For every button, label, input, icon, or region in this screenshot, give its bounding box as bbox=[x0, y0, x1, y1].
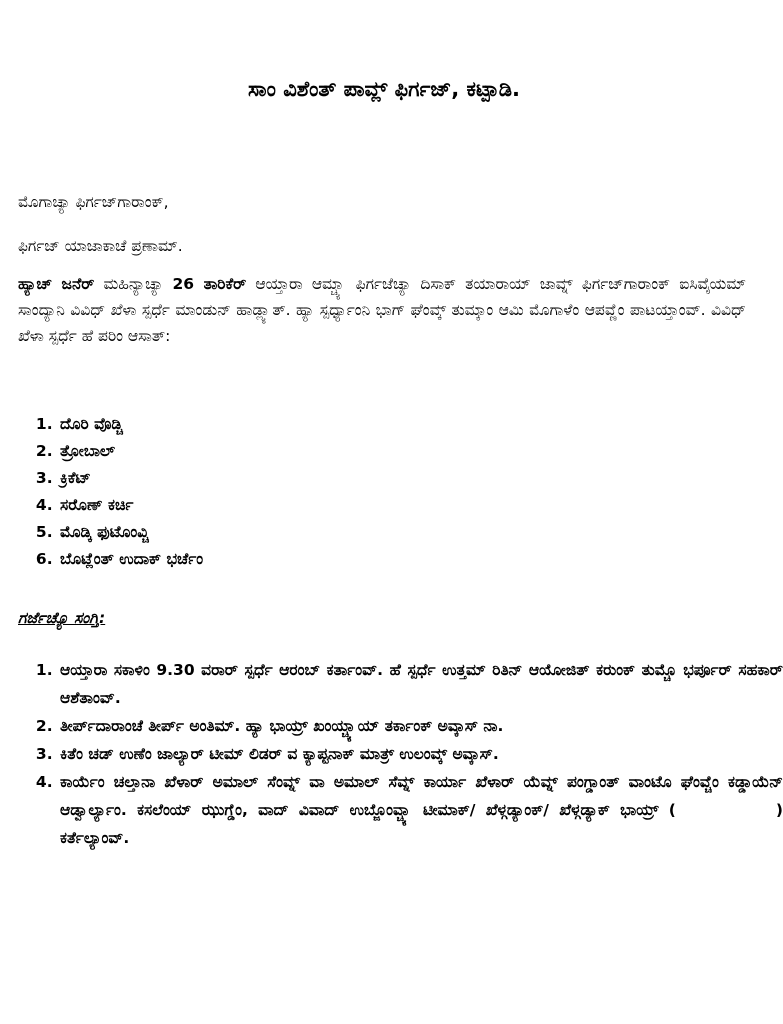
page-title: ಸಾಂ ವಿಶೆಂತ್ ಪಾವ್ಲ್ ಫಿರ್ಗಜ್, ಕಟ್ಪಾಡಿ. bbox=[248, 77, 520, 101]
rule-4-tail: ) ಕರ್ತೆಲ್ಯಾಂವ್. bbox=[60, 801, 783, 847]
list-item: 1. ದೊರಿ ವೊಡ್ಚಿ bbox=[58, 411, 778, 438]
list-item: 2. ತ್ರೋಬಾಲ್ bbox=[58, 438, 778, 465]
list-item bbox=[58, 768, 783, 852]
list-item: 3. ಕ್ರಿಕೆಟ್ bbox=[58, 465, 778, 492]
list-item: 3. ಕಿತೆಂ ಚಡ್ ಉಣೆಂ ಜಾಲ್ಯಾರ್ ಟೀಮ್ ಲಿಡರ್ ವ ಕ್ಯಾಪ್ಟನಾಕ್ ಮಾತ್ರ್ ಉಲಂವ್ಕ್ ಅವ್ಕಾಸ್. bbox=[58, 740, 783, 768]
intro-text-1: ಮಹಿನ್ಯಾಚ್ಯಾ bbox=[94, 275, 173, 293]
rules-list bbox=[18, 656, 783, 852]
rule-4-text: ಕಾರ್ಯೆಂ ಚಲ್ತಾನಾ ಖೆಳಾರ್ ಅಮಾಲ್ ಸೆಂವ್ನ್ ವಾ ಅಮಾಲ್ ಸೆವ್ನ್ ಕಾರ್ಯಾ ಖೆಳಾರ್ ಯೆವ್ನ್ ಪಂಗ್ಡಾಂತ್ ವಾಂಟೊ ಘೆಂವ್ಚೆಂ ಕಡ್ಡಾಯೆನ್ ಆಡ್ವಾರ್ಲ್ಯಾಂ. ಕಸಲೆಂಯ್ ಝುಗ್ಡೆಂ, ವಾದ್ ವಿವಾದ್ ಉಬ್ಜೊಂವ್ಚ್ಯಾ ಟೀಮಾಕ್/ ಖೆಳ್ಗಡ್ಯಾಂಕ್/ ಖೆಳ್ಗಡ್ಯಾಕ್ ಭಾಯ್ರ್ ( bbox=[60, 773, 783, 819]
intro-bold-month: ಹ್ಯಾಚ್ ಜನೆರ್ bbox=[18, 275, 95, 293]
list-item: 2. ತೀರ್ಪ್‌ದಾರಾಂಚೆ ತೀರ್ಪ್ ಅಂತಿಮ್. ಹ್ಯಾ ಭಾಯ್ರ್ ಖಂಯ್ಚ್ಯಾಯ್ ತರ್ಕಾಂಕ್ ಅವ್ಕಾಸ್ ನಾ. bbox=[58, 712, 783, 740]
intro-text-2: ಆಯ್ತಾರಾ ಆಮ್ಚ್ಯಾ ಫಿರ್ಗಜೆಚ್ಯಾ ದಿಸಾಕ್ ತಯಾರಾಯ್ ಜಾವ್ನ್ ಫಿರ್ಗಜ್‌ಗಾರಾಂಕ್ ಐಸಿವೈಯಮ್ ಸಾಂದ್ಯಾನಿ ವಿವಿಧ್ ಖೆಳಾ ಸ್ಪರ್ಧೆ ಮಾಂಡುನ್ ಹಾಡ್ಲ್ಯಾತ್. ಹ್ಯಾ ಸ್ಪರ್ಧ್ಯಾಂನಿ ಭಾಗ್ ಘೆಂವ್ಕ್ ತುಮ್ಕಾಂ ಆಮಿ ಮೊಗಾಳೆಂ ಆಪವ್ಣೆಂ ಪಾಟಯ್ತಾಂವ್. ವಿವಿಧ್ ಖೆಳಾ ಸ್ಪರ್ಧೆ ಹೆ ಪರಿಂ ಆಸಾತ್: bbox=[18, 275, 747, 345]
events-list bbox=[18, 411, 778, 573]
greeting: ಫಿರ್ಗಜ್ ಯಾಜಾಕಾಚೆ ಪ್ರಣಾಮ್. bbox=[18, 237, 183, 255]
rules-heading: ಗರ್ಜೆಚ್ಯೊ ಸಂಗ್ತಿ: bbox=[18, 609, 106, 627]
intro-bold-date: 26 ತಾರಿಕೆರ್ bbox=[172, 275, 247, 293]
list-item: 6. ಬೊಟ್ಲೆಂತ್ ಉದಾಕ್ ಭರ್ಚೆಂ bbox=[58, 546, 778, 573]
list-item: 4. ಸರೊಣ್ ಕರ್ಚಿ bbox=[58, 492, 778, 519]
salutation: ಮೊಗಾಚ್ಯಾ ಫಿರ್ಗಜ್‌ಗಾರಾಂಕ್, bbox=[18, 193, 169, 211]
list-item: 5. ಮೊಡ್ಕಿ ಫುಟೊಂವ್ಚಿ bbox=[58, 519, 778, 546]
intro-paragraph bbox=[18, 271, 746, 349]
list-item: 1. ಆಯ್ತಾರಾ ಸಕಾಳಿಂ 9.30 ವರಾರ್ ಸ್ಪರ್ಧೆ ಆರಂಬ್ ಕರ್ತಾಂವ್. ಹೆ ಸ್ಪರ್ಧೆ ಉತ್ತಮ್ ರಿತಿನ್ ಆಯೋಜಿತ್ ಕರುಂಕ್ ತುಮ್ಚೊ ಭರ್ಪೂರ್ ಸಹಕಾರ್ ಆಶೆತಾಂವ್. bbox=[58, 656, 783, 712]
